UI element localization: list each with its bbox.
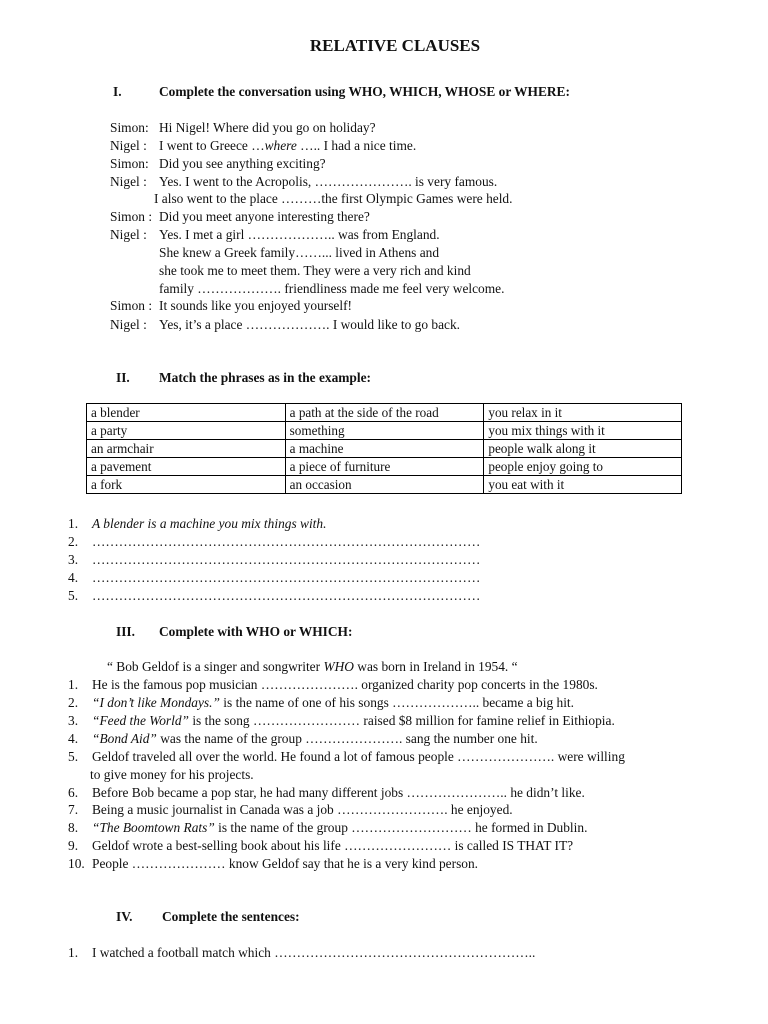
section-2-heading bbox=[116, 369, 371, 387]
dialogue-text: She knew a Greek family……... lived in Athens and bbox=[159, 245, 440, 260]
dialogue-text: Hi Nigel! Where did you go on holiday? bbox=[159, 120, 376, 135]
item-number: 9. bbox=[68, 838, 79, 853]
dialogue-text: I also went to the place ………the first Olympic Games were held. bbox=[154, 191, 513, 206]
item-text: Geldof wrote a best-selling book about his life …………………… is called IS THAT IT? bbox=[92, 838, 574, 853]
dialogue-text: ….. I had a nice time. bbox=[296, 138, 417, 153]
table-cell: something bbox=[285, 422, 484, 440]
item-number: 1. bbox=[68, 677, 79, 692]
section-3-heading bbox=[116, 623, 352, 641]
item-text: is the name of the group ……………………… he formed in Dublin. bbox=[214, 820, 588, 835]
list-item bbox=[68, 730, 538, 748]
answer-blank[interactable]: …………………………………………………………………………… bbox=[92, 588, 481, 603]
speaker: Simon: bbox=[110, 120, 149, 135]
item-number: 5. bbox=[68, 749, 79, 764]
speaker: Simon : bbox=[110, 209, 153, 224]
table-cell: people enjoy going to bbox=[484, 458, 682, 476]
section-title: Match the phrases as in the example: bbox=[159, 370, 372, 385]
dialogue-line bbox=[110, 155, 326, 173]
dialogue-text: Yes. I met a girl ……………….. was from England. bbox=[159, 227, 440, 242]
item-number: 2. bbox=[68, 695, 79, 710]
table-row bbox=[87, 422, 682, 440]
table-cell: a fork bbox=[87, 476, 286, 494]
dialogue-line bbox=[159, 262, 471, 280]
example-text: was born in Ireland in 1954. “ bbox=[353, 659, 518, 674]
answer-blank[interactable]: …………………………………………………………………………… bbox=[92, 534, 481, 549]
page-title: RELATIVE CLAUSES bbox=[309, 36, 481, 55]
list-item bbox=[68, 587, 480, 605]
item-number: 4. bbox=[68, 731, 79, 746]
table-cell: an armchair bbox=[87, 440, 286, 458]
item-text: Before Bob became a pop star, he had many different jobs ………………….. he didn’t like. bbox=[92, 785, 585, 800]
list-item bbox=[68, 694, 574, 712]
dialogue-line bbox=[110, 137, 416, 155]
list-item bbox=[68, 819, 587, 837]
section-4-heading bbox=[116, 908, 300, 926]
list-item bbox=[68, 801, 513, 819]
item-text: is the song …………………… raised $8 million for famine relief in Eithiopia. bbox=[188, 713, 615, 728]
item-number: 6. bbox=[68, 785, 79, 800]
dialogue-line bbox=[110, 173, 497, 191]
list-item bbox=[68, 551, 480, 569]
item-text: was the name of the group …………………. sang the number one hit. bbox=[156, 731, 538, 746]
answer-blank[interactable]: …………………………………………………………………………… bbox=[92, 552, 481, 567]
table-cell: you mix things with it bbox=[484, 422, 682, 440]
table-cell: a pavement bbox=[87, 458, 286, 476]
dialogue-line bbox=[159, 280, 504, 298]
item-text: Being a music journalist in Canada was a job ……………………. he enjoyed. bbox=[92, 802, 513, 817]
item-number: 10. bbox=[68, 856, 85, 871]
song-title: “Feed the World” bbox=[92, 713, 189, 728]
item-number: 3. bbox=[68, 713, 79, 728]
table-cell: a blender bbox=[87, 404, 286, 422]
answer-blank[interactable]: …………………………………………………………………………… bbox=[92, 570, 481, 585]
list-item bbox=[68, 944, 535, 962]
table-cell: an occasion bbox=[285, 476, 484, 494]
dialogue-text: Did you meet anyone interesting there? bbox=[159, 209, 370, 224]
item-number: 3. bbox=[68, 552, 79, 567]
item-number: 1. bbox=[68, 945, 79, 960]
speaker: Nigel : bbox=[110, 174, 147, 189]
dialogue-line bbox=[154, 190, 512, 208]
list-item bbox=[68, 748, 625, 766]
table-row bbox=[87, 476, 682, 494]
list-item bbox=[68, 837, 573, 855]
section-number: III. bbox=[116, 624, 135, 639]
table-cell: a path at the side of the road bbox=[285, 404, 484, 422]
dialogue-line bbox=[110, 226, 440, 244]
table-cell: you relax in it bbox=[484, 404, 682, 422]
dialogue-line bbox=[110, 297, 352, 315]
dialogue-text: Yes. I went to the Acropolis, …………………. is very famous. bbox=[159, 174, 498, 189]
dialogue-text: It sounds like you enjoyed yourself! bbox=[159, 298, 353, 313]
example-answer: WHO bbox=[323, 659, 354, 674]
table-cell: a machine bbox=[285, 440, 484, 458]
list-item bbox=[68, 533, 480, 551]
example-answer: where bbox=[264, 138, 297, 153]
table-cell: a piece of furniture bbox=[285, 458, 484, 476]
section-number: II. bbox=[116, 370, 130, 385]
item-number: 1. bbox=[68, 516, 79, 531]
speaker: Nigel : bbox=[110, 227, 147, 242]
list-item bbox=[68, 784, 585, 802]
match-table bbox=[86, 403, 682, 494]
section-title: Complete the conversation using WHO, WHICH, WHOSE or WHERE: bbox=[159, 84, 570, 99]
dialogue-line bbox=[110, 208, 370, 226]
speaker: Simon: bbox=[110, 156, 149, 171]
song-title: “I don’t like Mondays.” bbox=[92, 695, 220, 710]
dialogue-text: Did you see anything exciting? bbox=[159, 156, 326, 171]
section-1-heading bbox=[113, 83, 570, 101]
item-number: 8. bbox=[68, 820, 79, 835]
table-row bbox=[87, 404, 682, 422]
table-cell: people walk along it bbox=[484, 440, 682, 458]
item-text: People ………………… know Geldof say that he is a very kind person. bbox=[92, 856, 479, 871]
list-item-continuation bbox=[90, 766, 254, 784]
dialogue-line bbox=[110, 316, 460, 334]
table-cell: you eat with it bbox=[484, 476, 682, 494]
dialogue-text: Yes, it’s a place ………………. I would like to go back. bbox=[159, 317, 461, 332]
list-item bbox=[68, 676, 598, 694]
item-text: Geldof traveled all over the world. He found a lot of famous people …………………. were willing bbox=[92, 749, 625, 764]
song-title: “Bond Aid” bbox=[92, 731, 157, 746]
list-item bbox=[68, 712, 615, 730]
item-number: 4. bbox=[68, 570, 79, 585]
section-number: IV. bbox=[116, 909, 133, 924]
item-text: to give money for his projects. bbox=[90, 767, 254, 782]
table-cell: a party bbox=[87, 422, 286, 440]
speaker: Simon : bbox=[110, 298, 153, 313]
table-row bbox=[87, 458, 682, 476]
section-title: Complete the sentences: bbox=[162, 909, 300, 924]
example-sentence bbox=[107, 658, 518, 676]
list-item bbox=[68, 855, 478, 873]
item-text: is the name of one of his songs ……………….. became a big hit. bbox=[219, 695, 575, 710]
dialogue-line bbox=[110, 119, 376, 137]
example-answer: A blender is a machine you mix things with. bbox=[92, 516, 327, 531]
dialogue-line bbox=[159, 244, 439, 262]
song-title: “The Boomtown Rats” bbox=[92, 820, 215, 835]
table-row bbox=[87, 440, 682, 458]
dialogue-text: I went to Greece … bbox=[159, 138, 265, 153]
item-number: 7. bbox=[68, 802, 79, 817]
list-item bbox=[68, 569, 480, 587]
item-text[interactable]: I watched a football match which ………………………………………………….. bbox=[92, 945, 536, 960]
dialogue-text: she took me to meet them. They were a very rich and kind bbox=[159, 263, 471, 278]
item-text: He is the famous pop musician …………………. organized charity pop concerts in the 1980s. bbox=[92, 677, 598, 692]
example-text: “ Bob Geldof is a singer and songwriter bbox=[107, 659, 324, 674]
speaker: Nigel : bbox=[110, 138, 147, 153]
dialogue-text: family ………………. friendliness made me feel very welcome. bbox=[159, 281, 505, 296]
speaker: Nigel : bbox=[110, 317, 147, 332]
item-number: 5. bbox=[68, 588, 79, 603]
list-item bbox=[68, 515, 326, 533]
section-number: I. bbox=[113, 84, 122, 99]
item-number: 2. bbox=[68, 534, 79, 549]
section-title: Complete with WHO or WHICH: bbox=[159, 624, 353, 639]
